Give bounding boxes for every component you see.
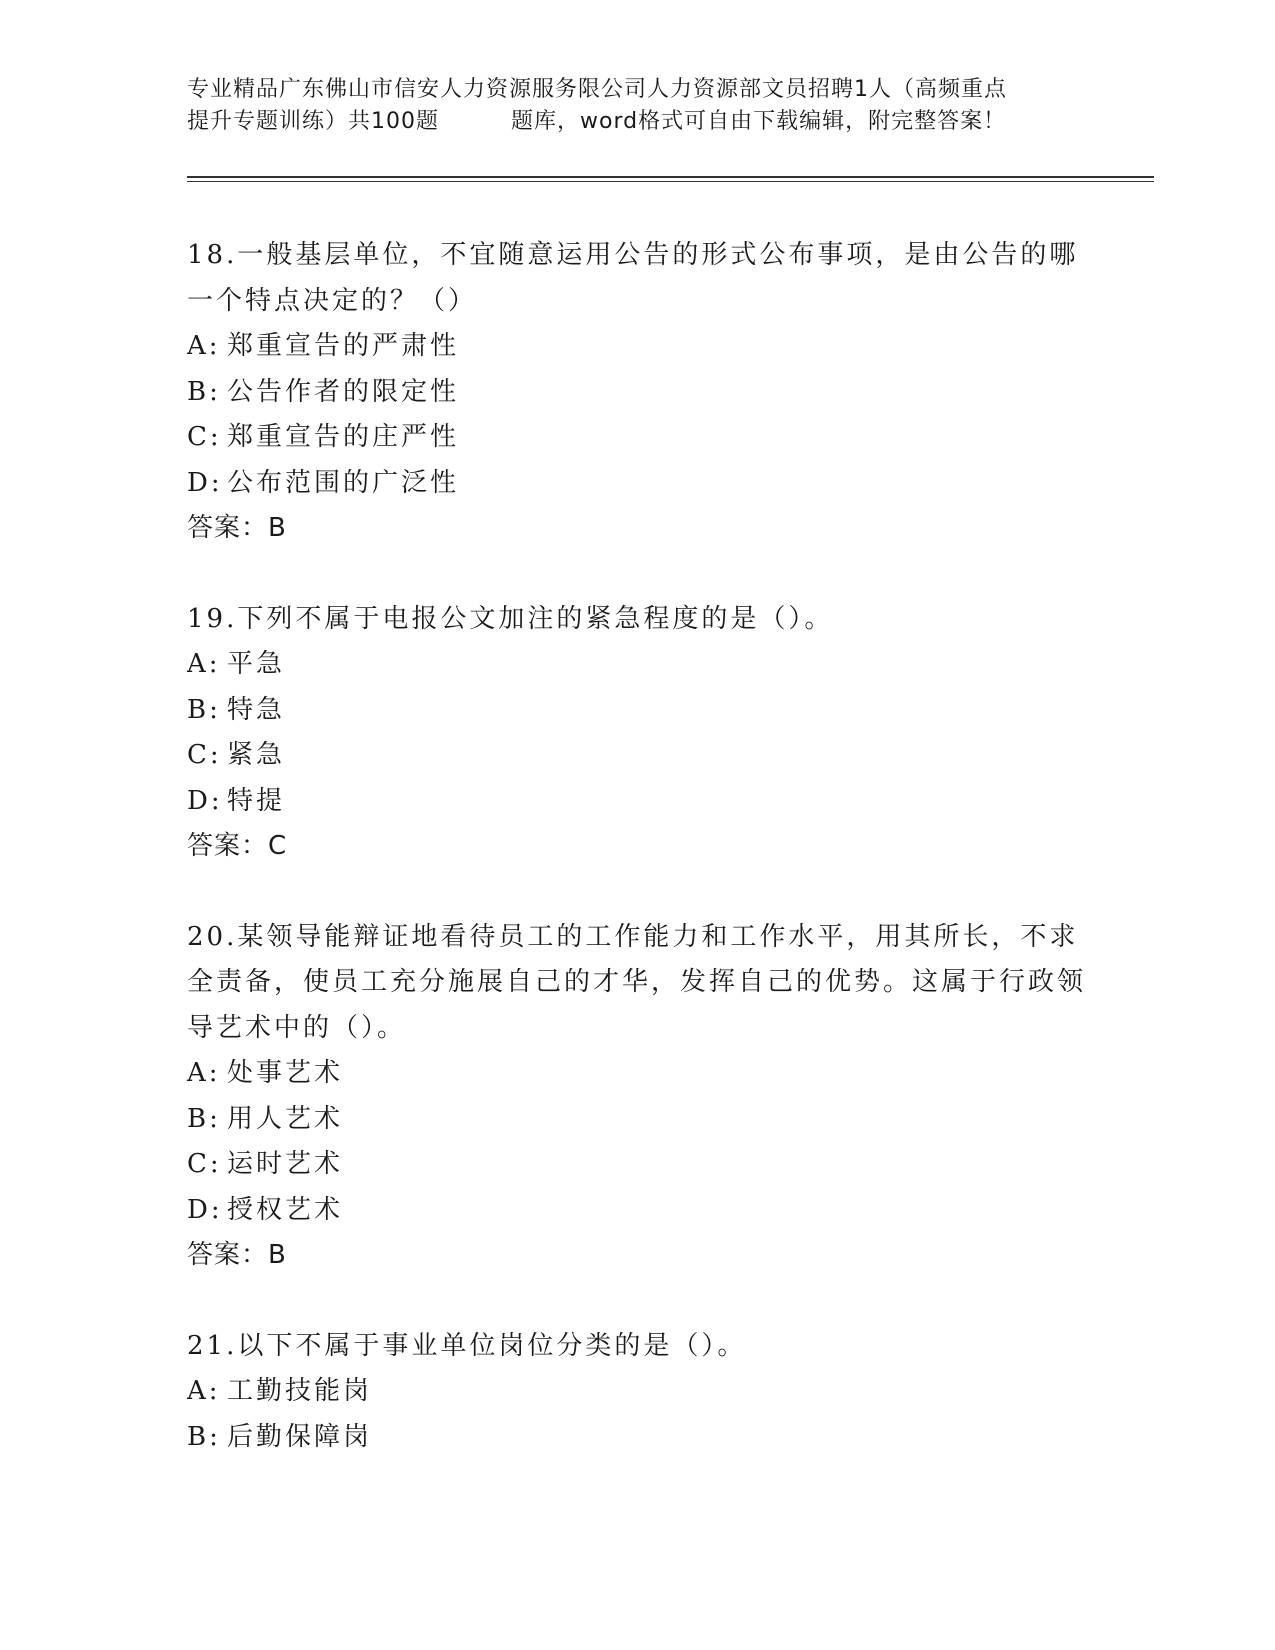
option-a bbox=[187, 324, 1087, 370]
answer-line: 答案：B bbox=[187, 513, 287, 543]
option-letter: D: bbox=[187, 1194, 223, 1225]
header-title-line-2-right: 题库，word格式可自由下载编辑，附完整答案！ bbox=[511, 109, 1007, 134]
option-letter: D: bbox=[187, 467, 223, 498]
option-d bbox=[187, 1188, 1087, 1234]
option-letter: A: bbox=[187, 1376, 221, 1406]
option-d bbox=[187, 779, 1087, 825]
option-text: 公告作者的限定性 bbox=[227, 376, 460, 407]
option-text: 特提 bbox=[227, 785, 286, 816]
option-c bbox=[187, 1142, 1087, 1188]
option-text: 运时艺术 bbox=[227, 1149, 344, 1179]
option-text: 处事艺术 bbox=[227, 1058, 344, 1088]
question-text: 21.以下不属于事业单位岗位分类的是（）。 bbox=[187, 1330, 747, 1361]
document-header bbox=[187, 74, 1087, 138]
option-letter: C: bbox=[187, 740, 222, 770]
option-letter: A: bbox=[187, 649, 221, 679]
option-text: 平急 bbox=[227, 649, 286, 679]
header-title-line-2-left: 提升专题训练）共100题 bbox=[187, 109, 439, 134]
header-rule-thick bbox=[187, 176, 1154, 178]
answer-line: 答案：C bbox=[187, 831, 288, 861]
option-c bbox=[187, 415, 1087, 461]
option-text: 后勤保障岗 bbox=[227, 1421, 373, 1452]
question-text: 18.一般基层单位，不宜随意运用公告的形式公布事项，是由公告的哪一个特点决定的？（） bbox=[187, 240, 1079, 316]
option-a bbox=[187, 1051, 1087, 1097]
option-text: 紧急 bbox=[227, 740, 286, 770]
option-letter: D: bbox=[187, 785, 223, 816]
question-list bbox=[187, 233, 1087, 1505]
option-a bbox=[187, 642, 1087, 688]
option-b bbox=[187, 688, 1087, 734]
option-text: 授权艺术 bbox=[227, 1194, 344, 1225]
question-21 bbox=[187, 1324, 1087, 1461]
option-text: 特急 bbox=[227, 694, 286, 725]
question-18 bbox=[187, 233, 1087, 552]
option-letter: B: bbox=[187, 694, 221, 725]
option-text: 郑重宣告的庄严性 bbox=[227, 422, 460, 452]
option-letter: C: bbox=[187, 422, 222, 452]
option-letter: A: bbox=[187, 1058, 221, 1088]
option-text: 郑重宣告的严肃性 bbox=[227, 331, 460, 361]
option-letter: B: bbox=[187, 1421, 221, 1452]
question-19 bbox=[187, 597, 1087, 870]
option-text: 公布范围的广泛性 bbox=[227, 467, 460, 498]
option-b bbox=[187, 1097, 1087, 1143]
option-a bbox=[187, 1369, 1087, 1415]
question-20 bbox=[187, 915, 1087, 1279]
header-title-line-2 bbox=[187, 106, 1087, 138]
question-text: 20.某领导能辩证地看待员工的工作能力和工作水平，用其所长，不求全责备，使员工充分施展自己的才华，发挥自己的优势。这属于行政领导艺术中的（）。 bbox=[187, 921, 1087, 1043]
option-letter: B: bbox=[187, 1103, 221, 1134]
option-b bbox=[187, 1415, 1087, 1461]
question-text: 19.下列不属于电报公文加注的紧急程度的是（）。 bbox=[187, 603, 834, 634]
answer-line: 答案：B bbox=[187, 1240, 287, 1270]
option-c bbox=[187, 733, 1087, 779]
header-title-line-1: 专业精品广东佛山市信安人力资源服务限公司人力资源部文员招聘1人（高频重点 bbox=[187, 77, 1007, 102]
option-b bbox=[187, 370, 1087, 416]
option-letter: B: bbox=[187, 376, 221, 407]
option-text: 工勤技能岗 bbox=[227, 1376, 373, 1406]
header-rule-thin bbox=[187, 181, 1154, 182]
option-letter: C: bbox=[187, 1149, 222, 1179]
option-d bbox=[187, 461, 1087, 507]
option-text: 用人艺术 bbox=[227, 1103, 344, 1134]
option-letter: A: bbox=[187, 331, 221, 361]
